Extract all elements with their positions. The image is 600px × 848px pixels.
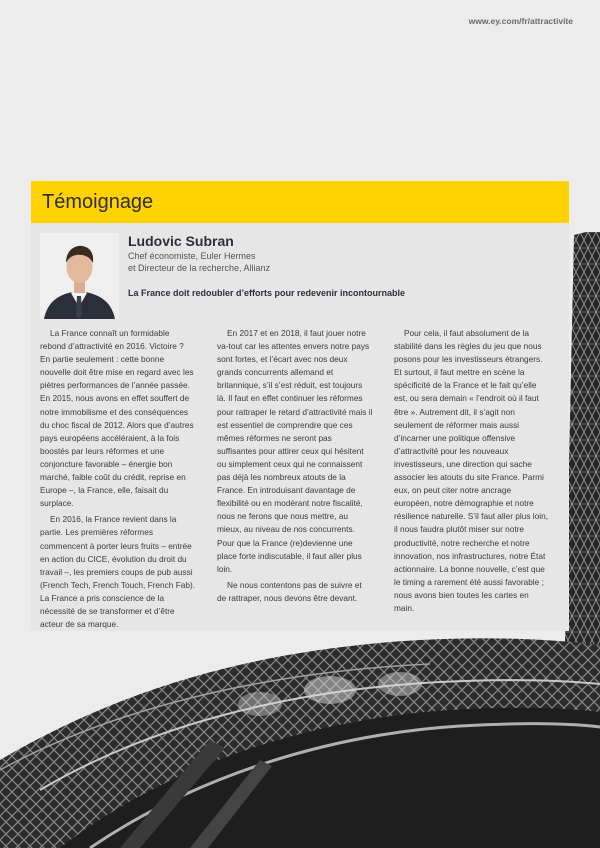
person-name: Ludovic Subran [128,233,234,249]
paragraph: En 2017 et en 2018, il faut jouer notre va-tout car les attentes envers notre pays sont fortes, et l’écart avec nos deux grands concurrents allemand et britannique, s’il s’est réduit, est toujours là. Il faut en effet continuer les réformes pour rattraper le retard d’attractivité mais il est essentiel de comprendre que ces mêmes réformes ne seront pas suffisantes pour attirer ceux qui hésitent ou simplement ceux qui ne connaissent pas déjà les nombreux atouts de la France. En introduisant davantage de flexibilité ou en modérant notre fiscalité, nous ne ferons que nous mettre, au mieux, au niveau de nos concurrents. Pour que la France (re)devienne une place forte indiscutable, il faut aller plus loin. [217,328,373,574]
portrait-photo [40,233,119,319]
paragraph: Ne nous contentons pas de suivre et de rattraper, nous devons être devant. [217,579,362,603]
text-column-1 [40,327,196,634]
person-role-line-1: Chef économiste, Euler Hermes [128,251,256,261]
paragraph: En 2016, la France revient dans la partie. Les premières réformes commencent à porter leurs fruits – entrée en action du CICE, évolution du droit du travail –, les premiers coups de pub aussi (French Tech, French Touch, French Fab). La France a pris conscience de la nécessité de se transformer et d’être acteur de sa marque. [40,514,196,630]
testimonial-panel [31,181,569,631]
testimonial-headline: La France doit redoubler d’efforts pour redevenir incontournable [128,288,406,298]
person-role-line-2: et Directeur de la recherche, Allianz [128,263,271,273]
paragraph: Pour cela, il faut absolument de la stabilité dans les règles du jeu que nous posons pour les investisseurs étrangers. Et surtout, il faut mettre en scène la spécificité de la France et le fait qu’elle est, ou sera demain « l’endroit où il faut être ». Autrement dit, il s’agit non seulement de réformer mais aussi d’incarner une politique offensive d’attractivité pour les nouveaux investisseurs, une direction qui sache associer les atouts du site France. Parmi eux, on peut citer notre ancrage européen, notre démographie et notre résilience naturelle. S’il faut aller plus loin, il nous faudra plutôt miser sur notre productivité, notre recherche et notre innovation, nos infrastructures, notre État actionnaire. La bonne nouvelle, c’est que le timing a rarement été aussi favorable ; nous avons bien toutes les cartes en main. [394,328,549,613]
text-column-3 [394,327,550,618]
text-column-2 [217,327,373,608]
website-url[interactable]: www.ey.com/fr/attractivite [468,16,573,26]
section-title: Témoignage [42,191,154,213]
section-header-band [31,181,569,223]
person-portrait-illustration [40,233,119,319]
paragraph: La France connaît un formidable rebond d’attractivité en 2016. Victoire ? En partie seulement : cette bonne nouvelle doit être mise en regard avec les piètres performances de l’année passée. En 2015, nous avons en effet souffert de notre immobilisme et des conséquences du choc fiscal de 2012. Alors que d’autres pays européens accéléraient, à la fois boostés par leurs réformes et une conjoncture favorable – énergie bon marché, faible coût du crédit, reprise en Europe –, la France, elle, faisait du surplace. [40,328,194,509]
